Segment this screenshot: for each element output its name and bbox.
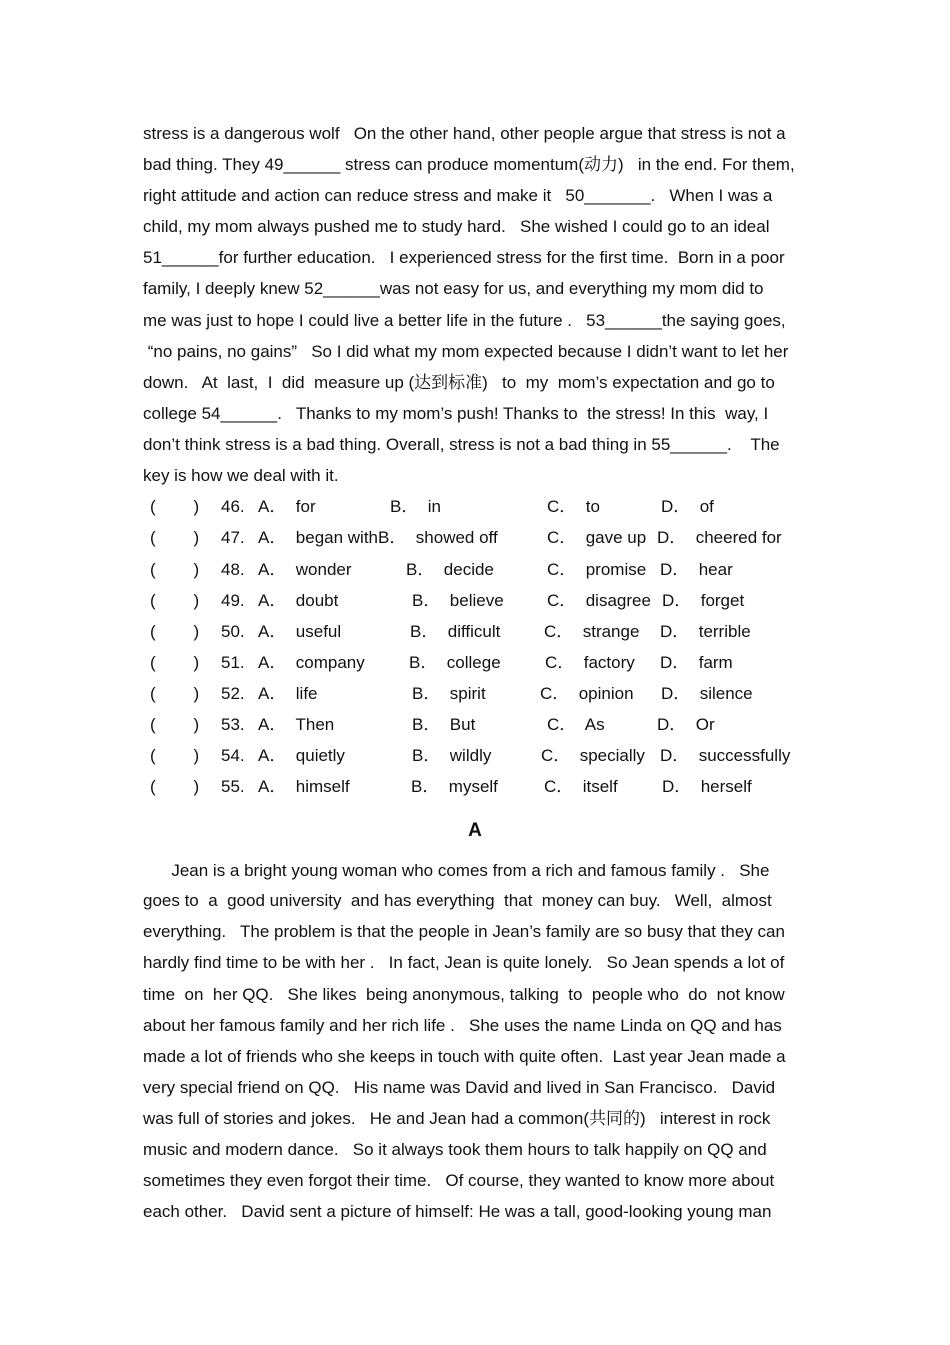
question-number: 54. [221,746,245,765]
option-b: B． college [409,653,501,672]
passage-line: 51______for further education. I experienced stress for the first time. Born in a poor [143,248,785,267]
answer-bracket: ( ) [150,591,200,610]
option-c: C． As [547,715,605,734]
option-a: A． wonder [258,560,352,579]
option-a: A． himself [258,777,350,796]
option-d: D． Or [657,715,715,734]
passage-line: very special friend on QQ. His name was David and lived in San Francisco. David [143,1078,776,1097]
answer-bracket: ( ) [150,653,200,672]
passage-line: each other. David sent a picture of himself: He was a tall, good-looking young man [143,1202,772,1221]
answer-bracket: ( ) [150,684,200,703]
answer-bracket: ( ) [150,528,200,547]
answer-bracket: ( ) [150,497,200,516]
option-c: C． gave up [547,528,647,547]
option-d: D． hear [660,560,733,579]
passage-line: child, my mom always pushed me to study hard. She wished I could go to an ideal [143,217,770,236]
option-a: A． quietly [258,746,345,765]
passage-line: made a lot of friends who she keeps in touch with quite often. Last year Jean made a [143,1047,786,1066]
passage-line: sometimes they even forgot their time. Of course, they wanted to know more about [143,1171,775,1190]
passage-line: was full of stories and jokes. He and Jean had a common(共同的) interest in rock [143,1109,771,1128]
passage-line: key is how we deal with it. [143,466,339,485]
question-number: 48. [221,560,245,579]
option-b: B． myself [411,777,498,796]
option-c: C． itself [544,777,618,796]
question-number: 50. [221,622,245,641]
option-c: C． specially [541,746,645,765]
passage-line: family, I deeply knew 52______was not easy for us, and everything my mom did to [143,279,764,298]
option-b: B． difficult [410,622,501,641]
answer-bracket: ( ) [150,560,200,579]
answer-bracket: ( ) [150,746,200,765]
option-d: D． silence [661,684,753,703]
question-number: 55. [221,777,245,796]
option-c: C． disagree [547,591,651,610]
question-number: 46. [221,497,245,516]
option-b: B． spirit [412,684,486,703]
option-d: D． forget [662,591,745,610]
passage-line: about her famous family and her rich life . She uses the name Linda on QQ and has [143,1016,782,1035]
passage-line: “no pains, no gains” So I did what my mom expected because I didn’t want to let her [143,342,789,361]
option-a: A． for [258,497,316,516]
option-b: B． wildly [412,746,492,765]
option-d: D． of [661,497,714,516]
option-a: A． useful [258,622,342,641]
question-number: 53. [221,715,245,734]
option-a: A． Then [258,715,335,734]
passage-line: college 54______. Thanks to my mom’s push! Thanks to the stress! In this way, I [143,404,769,423]
passage-line: down. At last, I did measure up (达到标准) to my mom’s expectation and go to [143,373,775,392]
section-heading: A [468,820,482,841]
option-b: B． showed off [378,528,498,547]
option-a: A． began with [258,528,379,547]
option-c: C． to [547,497,600,516]
passage-line: don’t think stress is a bad thing. Overall, stress is not a bad thing in 55______. The [143,435,780,454]
option-c: C． promise [547,560,647,579]
option-c: C． opinion [540,684,634,703]
answer-bracket: ( ) [150,777,200,796]
option-d: D． terrible [660,622,751,641]
option-a: A． doubt [258,591,339,610]
passage-line: everything. The problem is that the people in Jean’s family are so busy that they can [143,922,785,941]
passage-line: bad thing. They 49______ stress can produce momentum(动力) in the end. For them, [143,155,795,174]
option-b: B． decide [406,560,494,579]
option-c: C． strange [544,622,640,641]
option-b: B． in [390,497,442,516]
answer-bracket: ( ) [150,622,200,641]
question-number: 52. [221,684,245,703]
passage-line: music and modern dance. So it always took them hours to talk happily on QQ and [143,1140,767,1159]
passage-line: time on her QQ. She likes being anonymous, talking to people who do not know [143,985,785,1004]
option-b: B． believe [412,591,504,610]
answer-bracket: ( ) [150,715,200,734]
option-c: C． factory [545,653,635,672]
question-number: 49. [221,591,245,610]
passage-line: Jean is a bright young woman who comes from a rich and famous family . She [143,861,770,880]
question-number: 51. [221,653,245,672]
option-d: D． farm [660,653,733,672]
option-d: D． successfully [660,746,791,765]
passage-line: stress is a dangerous wolf On the other hand, other people argue that stress is not a [143,124,786,143]
option-b: B． But [412,715,476,734]
option-a: A． life [258,684,318,703]
passage-line: hardly find time to be with her . In fact, Jean is quite lonely. So Jean spends a lot of [143,953,785,972]
passage-line: me was just to hope I could live a better life in the future . 53______the saying goes, [143,311,786,330]
passage-line: goes to a good university and has everything that money can buy. Well, almost [143,891,772,910]
option-a: A． company [258,653,365,672]
option-d: D． herself [662,777,752,796]
question-number: 47. [221,528,245,547]
option-d: D． cheered for [657,528,782,547]
passage-line: right attitude and action can reduce stress and make it 50_______. When I was a [143,186,773,205]
